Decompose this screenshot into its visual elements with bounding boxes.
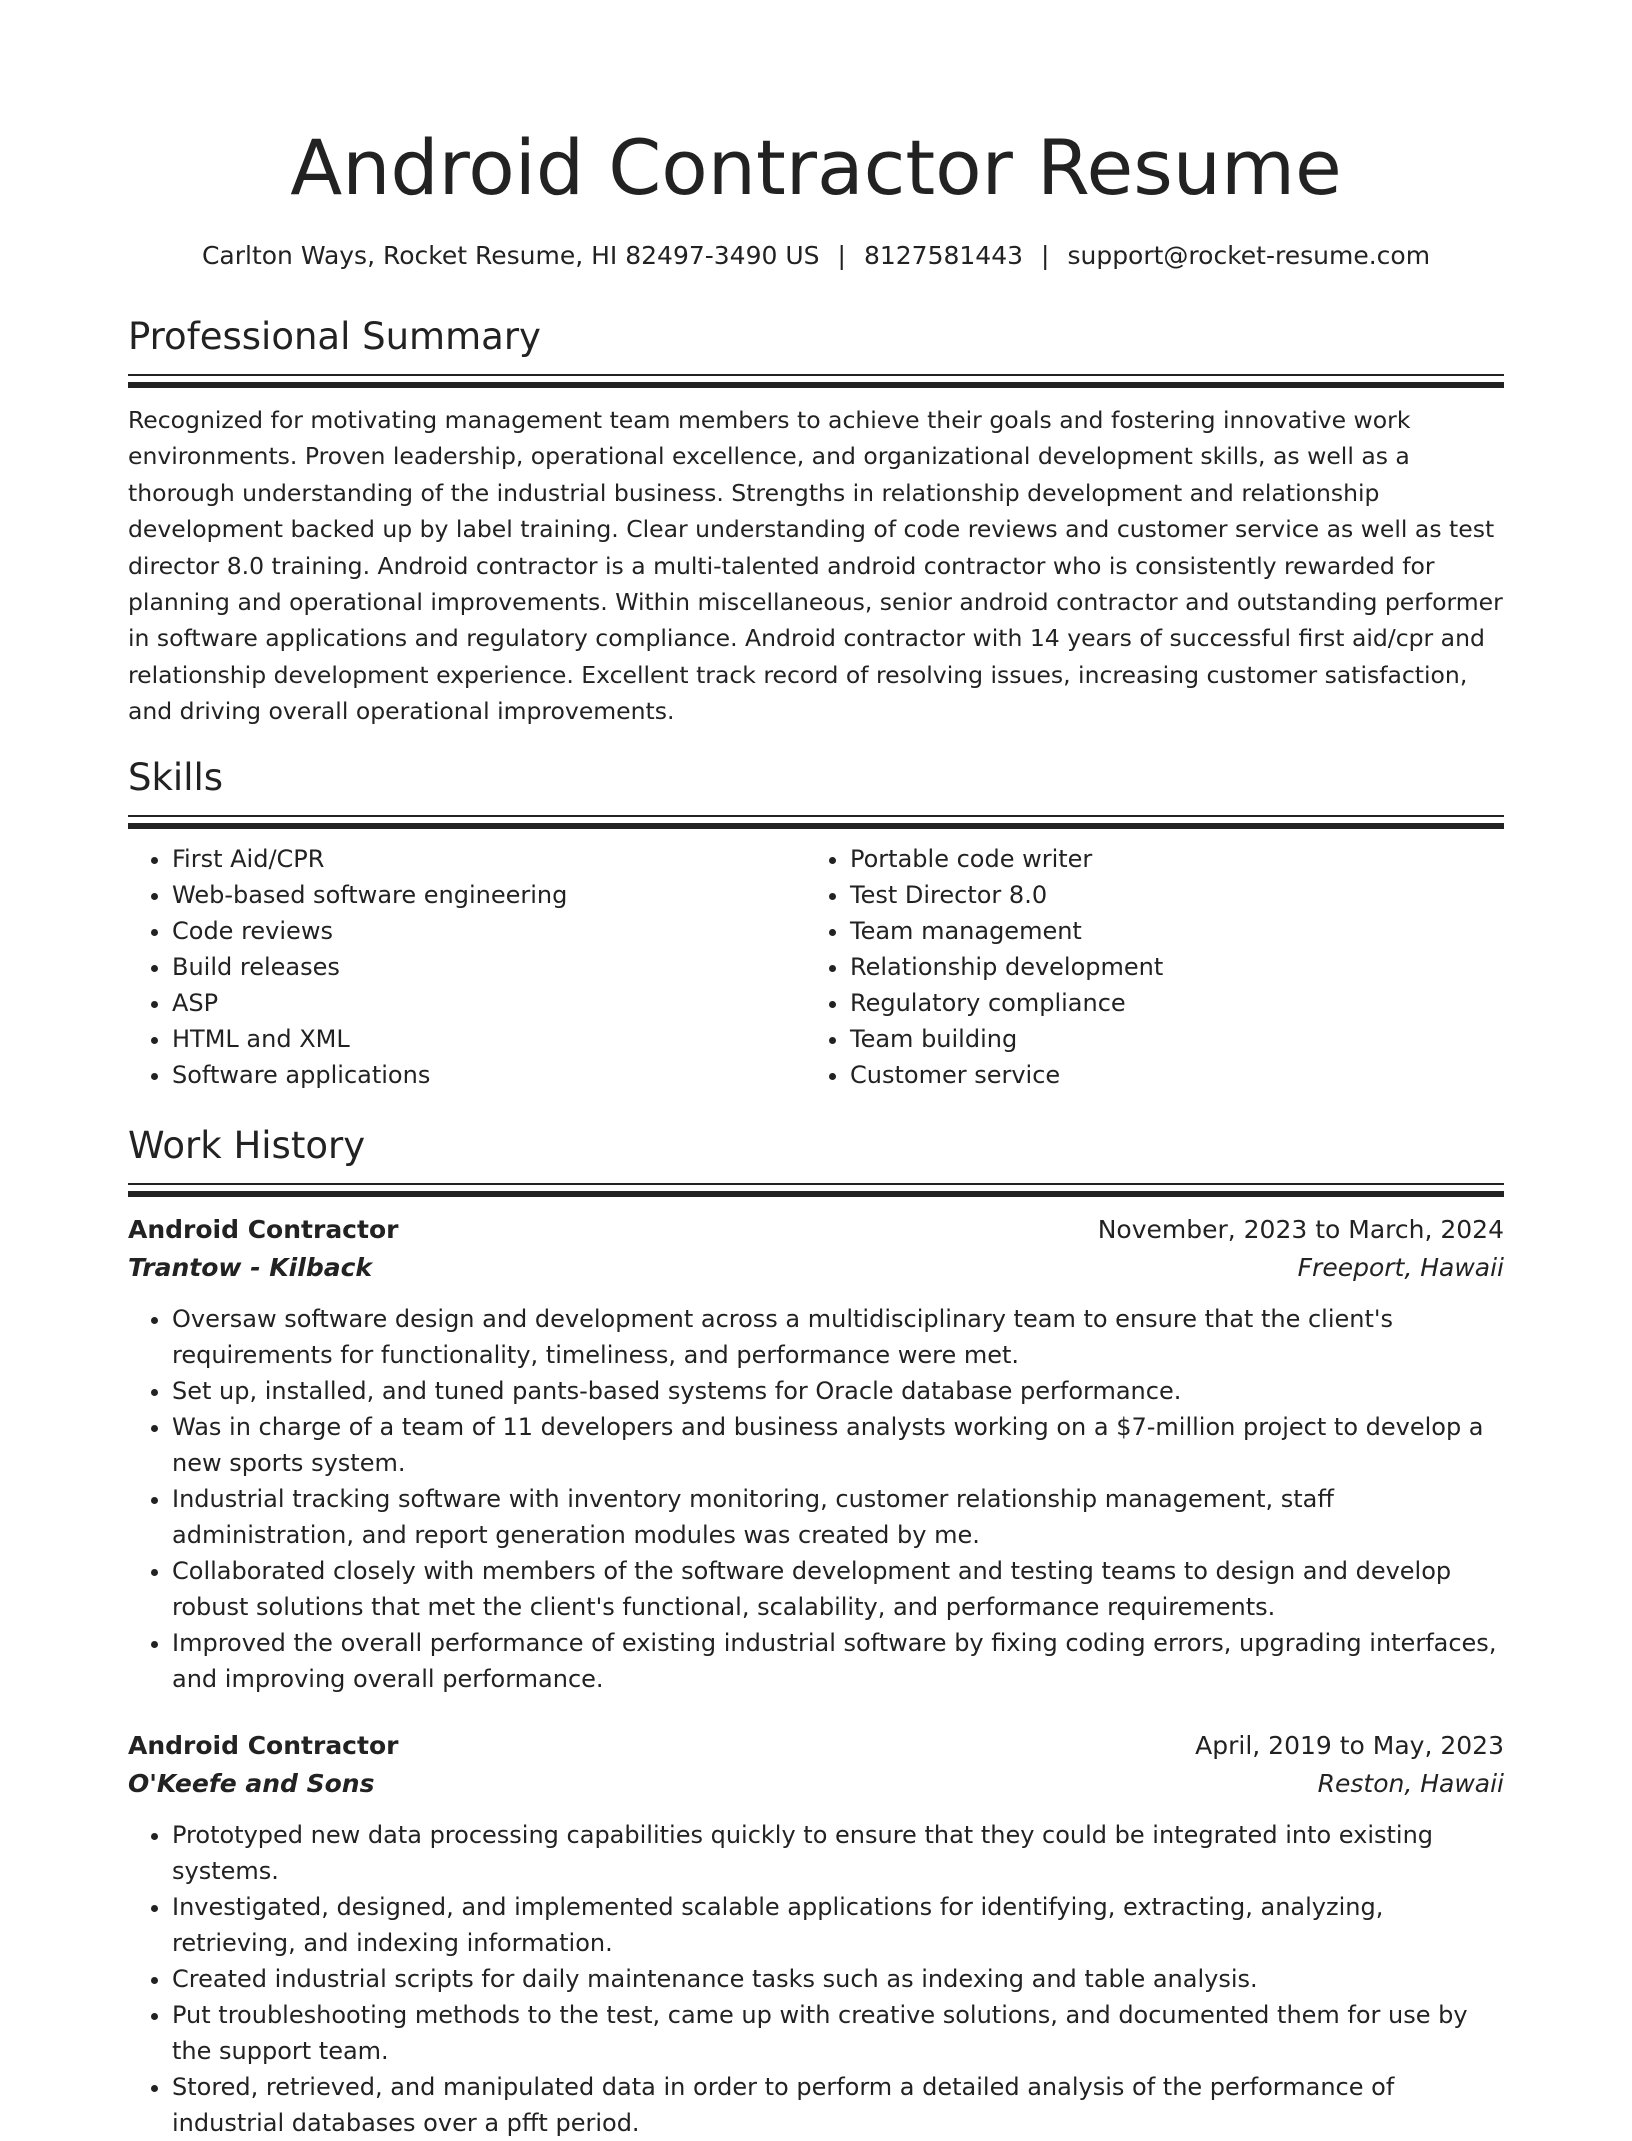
job-duties	[128, 1301, 1504, 1697]
job-entry	[128, 1727, 1504, 2141]
contact-separator: |	[837, 241, 846, 270]
section-rule-thick	[128, 823, 1504, 829]
job-dates: April, 2019 to May, 2023	[1195, 1731, 1504, 1760]
resume-title: Android Contractor Resume	[290, 123, 1342, 212]
contact-separator: |	[1041, 241, 1050, 270]
duty-item: • Investigated, designed, and implemented scalable applications for identifying, extracting, analyzing, retrieving, and indexing information.	[172, 1889, 1504, 1961]
job-entry	[128, 1211, 1504, 1697]
section-rule-thick	[128, 382, 1504, 388]
skill-item: • Code reviews	[172, 913, 806, 949]
job-title: Android Contractor	[128, 1731, 399, 1760]
skill-item: • Web-based software engineering	[172, 877, 806, 913]
duty-item: • Was in charge of a team of 11 developers and business analysts working on a $7-million project to develop a new sports system.	[172, 1409, 1504, 1481]
skill-item: • Test Director 8.0	[850, 877, 1484, 913]
job-company: O'Keefe and Sons	[128, 1769, 375, 1798]
contact-email: support@rocket-resume.com	[1067, 241, 1431, 270]
duty-item: • Stored, retrieved, and manipulated data in order to perform a detailed analysis of the performance of industrial databases over a pfft period.	[172, 2069, 1504, 2141]
contact-line	[128, 238, 1504, 274]
duty-item: • Set up, installed, and tuned pants-based systems for Oracle database performance.	[172, 1373, 1504, 1409]
job-duties	[128, 1817, 1504, 2141]
contact-phone: 8127581443	[863, 241, 1024, 270]
work-heading: Work History	[128, 1124, 366, 1167]
duty-item: • Improved the overall performance of existing industrial software by fixing coding errors, upgrading interfaces, and improving overall performance.	[172, 1625, 1504, 1697]
duty-item: • Oversaw software design and development across a multidisciplinary team to ensure that the client's requirements for functionality, timeliness, and performance were met.	[172, 1301, 1504, 1373]
summary-text: Recognized for motivating management team members to achieve their goals and fostering innovative work environments. Proven leadership, operational excellence, and organizational development skills, as well as a thorough understanding of the industrial business. Strengths in relationship development and relationship development backed up by label training. Clear understanding of code reviews and customer service as well as test director 8.0 training. Android contractor is a multi-talented android contractor who is consistently rewarded for planning and operational improvements. Within miscellaneous, senior android contractor and outstanding performer in software applications and regulatory compliance. Android contractor with 14 years of successful first aid/cpr and relationship development experience. Excellent track record of resolving issues, increasing customer satisfaction, and driving overall operational improvements.	[128, 406, 1503, 726]
skills-heading: Skills	[128, 756, 224, 799]
skill-item: • Relationship development	[850, 949, 1484, 985]
section-rule-thin	[128, 374, 1504, 376]
summary-heading: Professional Summary	[128, 315, 541, 358]
duty-item: • Created industrial scripts for daily maintenance tasks such as indexing and table analysis.	[172, 1961, 1504, 1997]
skills-list-left	[128, 841, 806, 1093]
duty-item: • Collaborated closely with members of the software development and testing teams to design and develop robust solutions that met the client's functional, scalability, and performance requirements.	[172, 1553, 1504, 1625]
skill-item: • Build releases	[172, 949, 806, 985]
skill-item: • Portable code writer	[850, 841, 1484, 877]
skill-item: • Regulatory compliance	[850, 985, 1484, 1021]
skill-item: • Software applications	[172, 1057, 806, 1093]
job-subheader	[128, 1249, 1504, 1287]
skills-list-right	[806, 841, 1484, 1093]
duty-item: • Prototyped new data processing capabilities quickly to ensure that they could be integrated into existing systems.	[172, 1817, 1504, 1889]
job-company: Trantow - Kilback	[128, 1253, 373, 1282]
section-rule-thick	[128, 1191, 1504, 1197]
skill-item: • First Aid/CPR	[172, 841, 806, 877]
job-subheader	[128, 1765, 1504, 1803]
skill-item: • HTML and XML	[172, 1021, 806, 1057]
job-title: Android Contractor	[128, 1215, 399, 1244]
skill-item: • Team management	[850, 913, 1484, 949]
job-header	[128, 1727, 1504, 1765]
duty-item: • Industrial tracking software with inventory monitoring, customer relationship management, staff administration, and report generation modules was created by me.	[172, 1481, 1504, 1553]
section-rule-thin	[128, 815, 1504, 817]
contact-address: Carlton Ways, Rocket Resume, HI 82497-3490 US	[201, 241, 820, 270]
skills-columns	[128, 841, 1504, 1093]
job-location: Reston, Hawaii	[1317, 1769, 1504, 1798]
job-dates: November, 2023 to March, 2024	[1097, 1215, 1504, 1244]
skills-section	[128, 753, 1504, 1093]
work-section	[128, 1121, 1504, 2141]
skill-item: • Customer service	[850, 1057, 1484, 1093]
skill-item: • ASP	[172, 985, 806, 1021]
summary-section	[128, 312, 1504, 730]
skill-item: • Team building	[850, 1021, 1484, 1057]
duty-item: • Put troubleshooting methods to the test, came up with creative solutions, and documented them for use by the support team.	[172, 1997, 1504, 2069]
section-rule-thin	[128, 1183, 1504, 1185]
job-header	[128, 1211, 1504, 1249]
job-location: Freeport, Hawaii	[1297, 1253, 1504, 1282]
